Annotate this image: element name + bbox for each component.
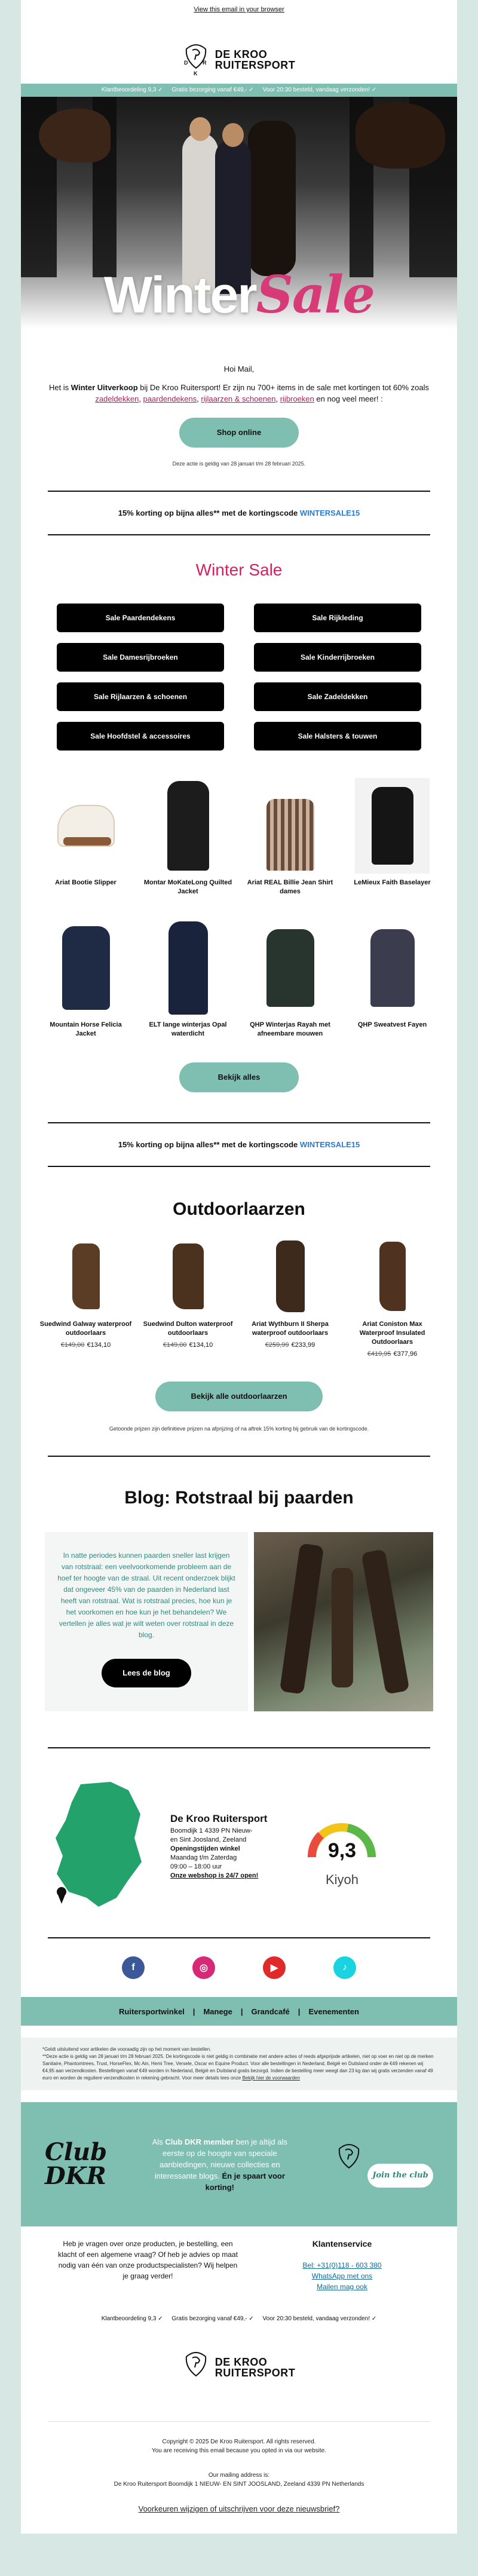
product-image [56, 778, 116, 874]
mailing-label: Our mailing address is: [208, 2472, 270, 2479]
winter-sale-title: Winter Sale [195, 560, 283, 579]
club-logo: Club DKR [45, 2138, 108, 2190]
product-price: €149,00 €134,10 [163, 1341, 213, 1349]
product-card[interactable] [142, 1238, 234, 1358]
validity-note: Deze actie is geldig van 28 januari t/m 28 februari 2025. [172, 461, 306, 467]
mailing-address: De Kroo Ruitersport Boomdijk 1 NIEUW- EN SINT JOOSLAND, Zeeland 4339 PN Netherlands [114, 2481, 364, 2488]
blog-title: Blog: Rotstraal bij paarden [124, 1488, 354, 1508]
view-in-browser-link[interactable]: View this email in your browser [194, 6, 284, 13]
product-name: Suedwind Dulton waterproof outdoorlaars [143, 1321, 233, 1337]
product-card[interactable] [244, 1238, 336, 1358]
category-button-halsters[interactable]: Sale Halsters & touwen [254, 722, 421, 751]
netherlands-map-icon [45, 1778, 152, 1916]
join-club-button[interactable]: Join the club [367, 2164, 433, 2188]
divider [48, 1166, 430, 1167]
svg-text:D: D [183, 60, 188, 66]
intro-bold: Winter Uitverkoop [71, 383, 138, 392]
store-details [170, 1814, 267, 1880]
hero-title-sale: Sale [256, 265, 374, 325]
promo-line: 15% korting op bijna alles** met de kortingscode WINTERSALE15 [118, 509, 360, 517]
blog-section [45, 1532, 433, 1711]
facebook-icon[interactable]: f [122, 1956, 145, 1979]
category-button-damesrijbroeken[interactable]: Sale Damesrijbroeken [57, 643, 224, 672]
price-note: Getoonde prijzen zijn definitieve prijzen na afprijzing of na aftrek 15% korting bij gebruik van de kortingscode. [109, 1426, 369, 1432]
link-rijlaarzen[interactable]: rijlaarzen & schoenen [201, 394, 276, 403]
category-button-rijkleding[interactable]: Sale Rijkleding [254, 604, 421, 632]
boot-image [56, 1238, 116, 1315]
hero-title [21, 265, 457, 325]
opt-in-reason: You are receiving this email because you opted in via our website. [151, 2448, 327, 2454]
category-button-hoofdstel[interactable]: Sale Hoofdstel & accessoires [57, 722, 224, 751]
usp-bar-bottom: Klantbeoordeling 9,3 ✓ Gratis bezorging vanaf €49,- ✓ Voor 20:30 besteld, vandaag verzonden! ✓ [21, 2312, 457, 2326]
shop-online-button[interactable]: Shop online [179, 418, 299, 448]
link-paardendekens[interactable]: paardendekens [143, 394, 197, 403]
read-blog-button[interactable]: Lees de blog [102, 1659, 191, 1687]
product-name: Ariat Coniston Max Waterproof Insulated Outdoorlaars [359, 1321, 425, 1346]
product-name: Montar MoKateLong Quilted Jacket [143, 879, 232, 895]
product-name: Ariat Wythburn II Sherpa waterproof outdoorlaars [252, 1321, 329, 1337]
product-name: Ariat REAL Billie Jean Shirt dames [247, 879, 333, 895]
product-name: LeMieux Faith Baselayer [354, 879, 431, 886]
product-card[interactable] [346, 778, 439, 896]
brand-name-line2: RUITERSPORT [215, 59, 296, 71]
store-address-2: en Sint Joosland, Zeeland [170, 1836, 247, 1843]
fine-print: *Geldt uitsluitend voor artikelen die vooraadig zijn op het moment van bestellen. **Deze actie is geldig van 28 januari t/m 28 februari 2025. De kortingscode is niet geldig in combinatie met andere acties of reeds afgeprijsde artikelen, niet op voer en niet op de merken Sanitaire, Phantomtrees, Trust, HorseFlex, Mc Ain, Hemi Tree, Versele, Oscar en Equine Product. Voor alle bestellingen in Nederland, België en Duitsland onder de €49 rekenen wij €4,95 aan verzendkosten. Bestellingen vanaf €49 worden in Nederland, België en Duitsland gratis bezorgd. Indien de bestelling meer weegt dan 23 kg dan wij gratis verzenden vanaf 49 euro en worden de reguliere verzendkosten in rekening gebracht. Voor meer details lees onze Bekijk hier de voorwaarden [21, 2038, 457, 2090]
usp-shipping: Gratis bezorging vanaf €49,- ✓ [171, 87, 254, 93]
greeting: Hoi Mail, [223, 365, 255, 373]
hours-days: Maandag t/m Zaterdag [170, 1854, 237, 1861]
social-links [21, 1938, 457, 1997]
footer-nav: Ruitersportwinkel | Manege | Grandcafé | Evenementen [21, 1997, 457, 2026]
category-button-zadeldekken[interactable]: Sale Zadeldekken [254, 682, 421, 711]
store-name: De Kroo Ruitersport [170, 1812, 268, 1824]
outdoor-product-grid [21, 1238, 457, 1358]
product-grid [21, 778, 457, 896]
intro-text: Hoi Mail, Het is Winter Uitverkoop bij De Kroo Ruitersport! Er zijn nu 700+ items in de sale met kortingen tot 60% zoals zadeldekken, paardendekens, rijlaarzen & schoenen, rijbroeken en nog veel meer! : [21, 349, 457, 405]
unsubscribe-link[interactable]: Voorkeuren wijzigen of uitschrijven voor deze nieuwsbrief? [138, 2504, 340, 2513]
hours-times: 09:00 – 18:00 uur [170, 1863, 222, 1870]
product-card[interactable] [39, 1238, 132, 1358]
category-grid [21, 604, 457, 751]
usp-bar [21, 84, 457, 97]
hours-label: Openingstijden winkel [170, 1845, 240, 1852]
link-zadeldekken[interactable]: zadeldekken [95, 394, 139, 403]
horse-image [356, 103, 445, 169]
service-text: Heb je vragen over onze producten, je bestelling, een klacht of een algemene vraag? Of heb je advies op maat nodig van één van onze productspecialisten? Wij helpen je graag verder! [58, 2240, 238, 2280]
store-address-1: Boomdijk 1 4339 PN Nieuw- [170, 1827, 253, 1834]
product-name: Ariat Bootie Slipper [55, 879, 117, 886]
product-name: QHP Sweatvest Fayen [357, 1021, 427, 1028]
store-info-section [45, 1778, 433, 1916]
product-grid [21, 920, 457, 1039]
horse-image [248, 121, 296, 276]
product-card[interactable] [142, 778, 234, 896]
product-name: Mountain Horse Felicia Jacket [50, 1021, 122, 1037]
email-link[interactable]: Mailen mag ook [317, 2283, 367, 2291]
divider [48, 534, 430, 535]
copyright: Copyright © 2025 De Kroo Ruitersport. All rights reserved. [162, 2439, 316, 2445]
kiyoh-badge[interactable] [303, 1806, 381, 1888]
boot-image [363, 1238, 422, 1315]
terms-link[interactable]: Bekijk hier de voorwaarden [242, 2075, 300, 2081]
blog-teaser [45, 1532, 248, 1711]
product-name: QHP Winterjas Rayah met afneembare mouwen [250, 1021, 330, 1037]
email-container [21, 0, 457, 2534]
svg-text:R: R [202, 60, 207, 66]
brand-logo-footer[interactable]: DE KROO RUITERSPORT [21, 2326, 457, 2421]
nav-grandcafe[interactable]: Grandcafé [251, 2007, 290, 2016]
svg-text:K: K [193, 71, 198, 76]
product-image [261, 778, 320, 874]
service-title: Klantenservice [312, 2239, 372, 2249]
product-card[interactable] [346, 920, 439, 1039]
product-image [355, 778, 430, 874]
nav-manege[interactable]: Manege [203, 2007, 232, 2016]
preheader [21, 0, 457, 16]
promo-code: WINTERSALE15 [299, 509, 360, 517]
category-button-kinderrijbroeken[interactable]: Sale Kinderrijbroeken [254, 643, 421, 672]
product-price: €419,95 €377,96 [367, 1350, 418, 1358]
horse-logo-icon [333, 2142, 365, 2177]
horse-image [39, 109, 111, 163]
legal-footer [21, 2437, 457, 2534]
youtube-icon[interactable]: ▶ [263, 1956, 286, 1979]
club-text: Als Club DKR member ben je altijd als eerste op de hoogte van speciale aanbiedingen, nieuwe collecties en interessante blogs. Én je spaart voor korting! [152, 2137, 287, 2192]
product-image [363, 920, 422, 1016]
category-button-rijlaarzen[interactable]: Sale Rijlaarzen & schoenen [57, 682, 224, 711]
divider [48, 2421, 430, 2422]
category-button-paardendekens[interactable]: Sale Paardendekens [57, 604, 224, 632]
product-card[interactable] [39, 920, 132, 1039]
tiktok-icon[interactable]: ♪ [333, 1956, 356, 1979]
hero-title-winter: Winter [104, 267, 256, 324]
kiyoh-score: 9,3 [327, 1839, 357, 1862]
blog-image[interactable] [254, 1532, 433, 1711]
product-image [158, 778, 218, 874]
brand-name-line1: DE KROO [215, 48, 268, 60]
product-image [56, 920, 116, 1016]
divider [48, 1456, 430, 1457]
promo-code: WINTERSALE15 [299, 1140, 360, 1149]
product-name: Suedwind Galway waterproof outdoorlaars [39, 1321, 132, 1337]
nav-ruitersportwinkel[interactable]: Ruitersportwinkel [119, 2007, 185, 2016]
product-image [158, 920, 218, 1016]
usp-dispatch: Voor 20:30 besteld, vandaag verzonden! ✓ [262, 87, 377, 93]
brand-logo[interactable] [21, 16, 457, 84]
view-all-outdoor-button[interactable]: Bekijk alle outdoorlaarzen [155, 1382, 323, 1411]
link-rijbroeken[interactable]: rijbroeken [280, 394, 314, 403]
product-price: €259,99 €233,99 [265, 1341, 315, 1349]
hero-banner[interactable] [21, 97, 457, 349]
outdoor-title: Outdoorlaarzen [173, 1199, 305, 1219]
kiyoh-label: Kiyoh [325, 1872, 358, 1887]
promo-line: 15% korting op bijna alles** met de kortingscode WINTERSALE15 [118, 1140, 360, 1149]
product-card[interactable] [346, 1238, 439, 1358]
product-image [261, 920, 320, 1016]
view-all-button[interactable]: Bekijk alles [179, 1062, 299, 1092]
product-card[interactable] [142, 920, 234, 1039]
nav-evenementen[interactable]: Evenementen [308, 2007, 359, 2016]
blog-text: In natte periodes kunnen paarden sneller last krijgen van rotstraal: een veelvoorkomende probleem aan de hoef ter hoogte van de straal. Uit recent onderzoek blijkt dat ongeveer 45% van de paarden in Nederland last heeft van rotstraal. Wat is rotstraal precies, hoe kun je het voorkomen en hoe kun je het behandelen? We vertellen je alles wat je wilt weten over rotstraal in deze blog. [57, 1551, 235, 1639]
club-banner [21, 2102, 457, 2226]
horse-logo-icon [183, 42, 209, 78]
product-card[interactable] [244, 920, 336, 1039]
divider [48, 1747, 430, 1748]
phone-link[interactable]: Bel: +31(0)118 - 603 380 [302, 2261, 382, 2269]
boot-image [261, 1238, 320, 1315]
product-card[interactable] [39, 778, 132, 896]
service-contacts [251, 2238, 433, 2292]
product-name: ELT lange winterjas Opal waterdicht [149, 1021, 227, 1037]
webshop-link[interactable]: Onze webshop is 24/7 open! [170, 1871, 259, 1879]
usp-rating: Klantbeoordeling 9,3 ✓ [101, 87, 163, 93]
boot-image [158, 1238, 218, 1315]
customer-service [45, 2226, 433, 2292]
horse-logo-icon [183, 2350, 209, 2385]
whatsapp-link[interactable]: WhatsApp met ons [311, 2272, 373, 2280]
instagram-icon[interactable]: ◎ [192, 1956, 215, 1979]
product-price: €149,00 €134,10 [60, 1341, 111, 1349]
product-card[interactable] [244, 778, 336, 896]
